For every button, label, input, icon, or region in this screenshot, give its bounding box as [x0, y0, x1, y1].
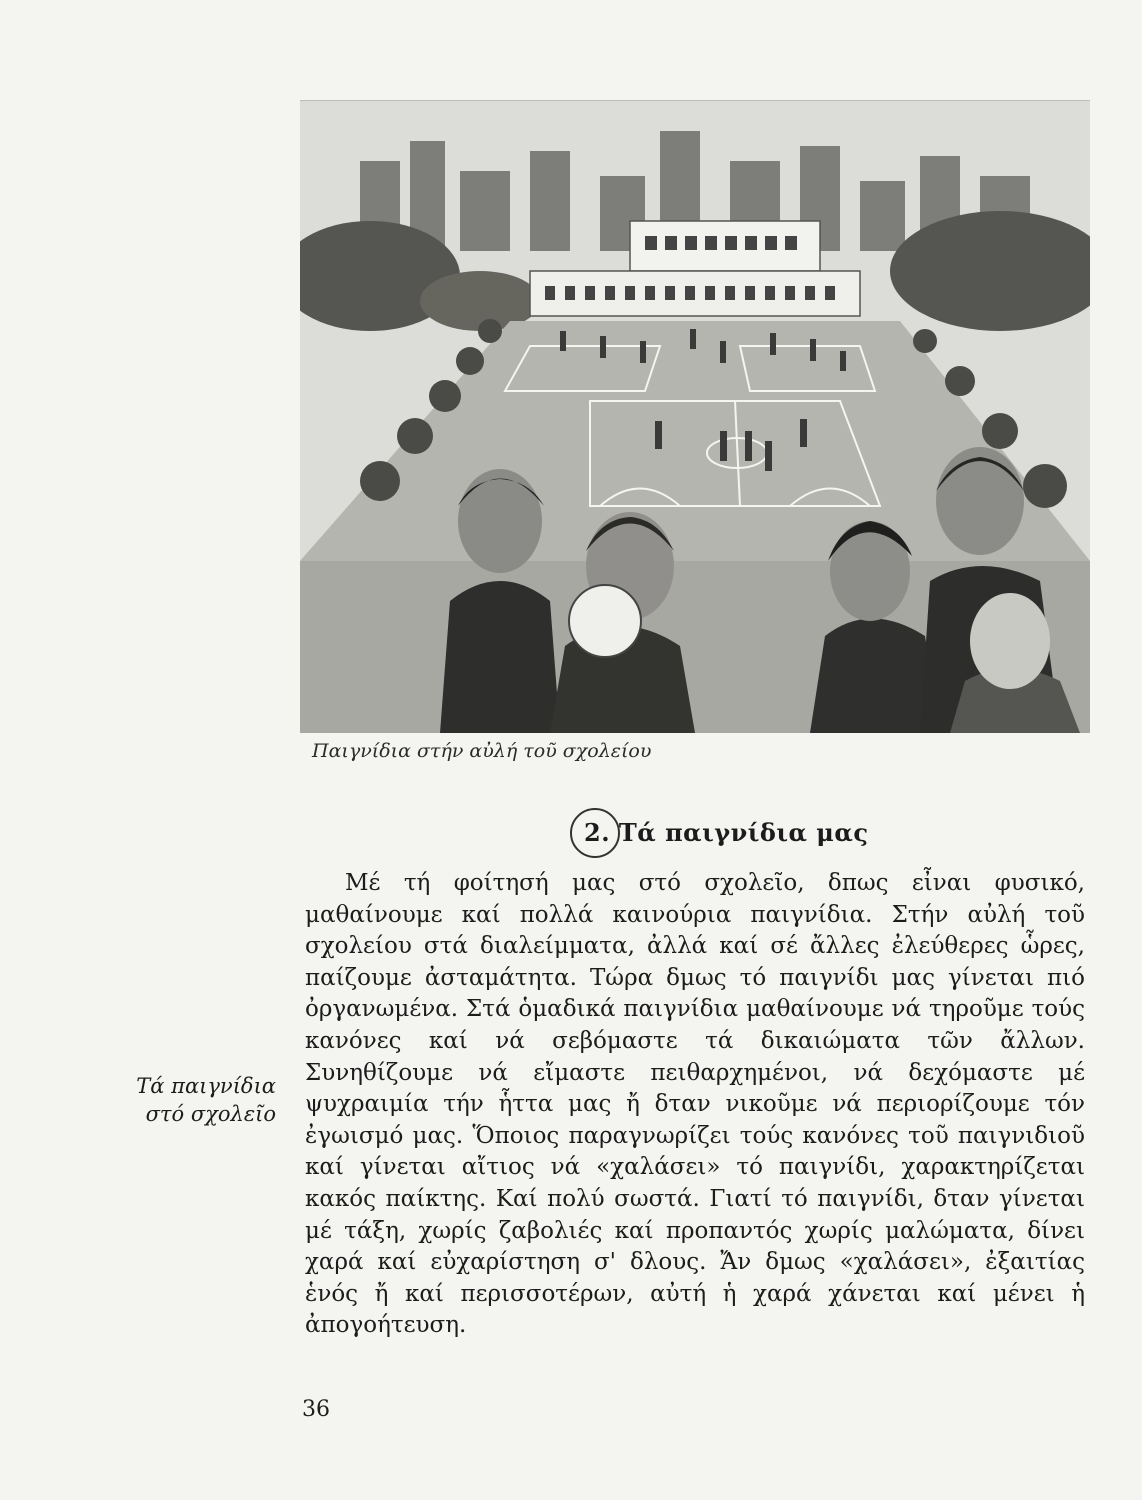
margin-note-line: στό σχολεῖο — [145, 1102, 276, 1126]
illustration-caption: Παιγνίδια στήν αὐλή τοῦ σχολείου — [312, 740, 652, 762]
body-paragraph: Μέ τή φοίτησή μας στό σχολεῖο, δπως εἶναι φυσικό, μαθαίνουμε καί πολλά καινούρια παιγνίδια. Στήν αὐλή τοῦ σχολείου στά διαλείμματα, ἀλλά καί σέ ἄλλες ἐλεύθερες ὧρες, παίζουμε ἀσταμάτητα. Τώρα δμως τό παιγνίδι μας γίνεται πιό ὀργανωμένα. Στά ὁμαδικά παιγνίδια μαθαίνουμε νά τηροῦμε τούς κανόνες καί νά σεβόμαστε τά δικαιώματα τῶν ἄλλων. Συνηθίζουμε νά εἴμαστε πειθαρχημένοι, νά δεχόμαστε μέ ψυχραιμία τήν ἧττα μας ἤ δταν νικοῦμε νά περιορίζουμε τόν ἐγωισμό μας. Ὅποιος παραγνωρίζει τούς κανόνες τοῦ παιγνιδιοῦ καί γίνεται αἴτιος νά «χαλάσει» τό παιγνίδι, χαρακτηρίζεται κακός παίκτης. Καί πολύ σωστά. Γιατί τό παιγνίδι, δταν γίνεται μέ τάξη, χωρίς ζαβολιές καί προπαντός χωρίς μαλώματα, δίνει χαρά καί εὐχαρίστηση σ' δλους. Ἄν δμως «χαλάσει», ἐξαιτίας ἑνός ἤ καί περισσοτέρων, αὐτή ἡ χαρά χάνεται καί μένει ἡ ἀπογοήτευση. — [305, 870, 1085, 1339]
section-title-text: Τά παιγνίδια μας — [618, 818, 869, 847]
margin-note — [100, 1072, 276, 1128]
schoolyard-illustration — [300, 100, 1090, 733]
section-number: 2. — [584, 818, 611, 847]
margin-note-line: Τά παιγνίδια — [136, 1074, 276, 1098]
section-heading — [584, 818, 868, 847]
show-through-decoration — [120, 250, 260, 430]
page-number: 36 — [302, 1397, 330, 1422]
body-paragraph-container — [305, 868, 1085, 1342]
